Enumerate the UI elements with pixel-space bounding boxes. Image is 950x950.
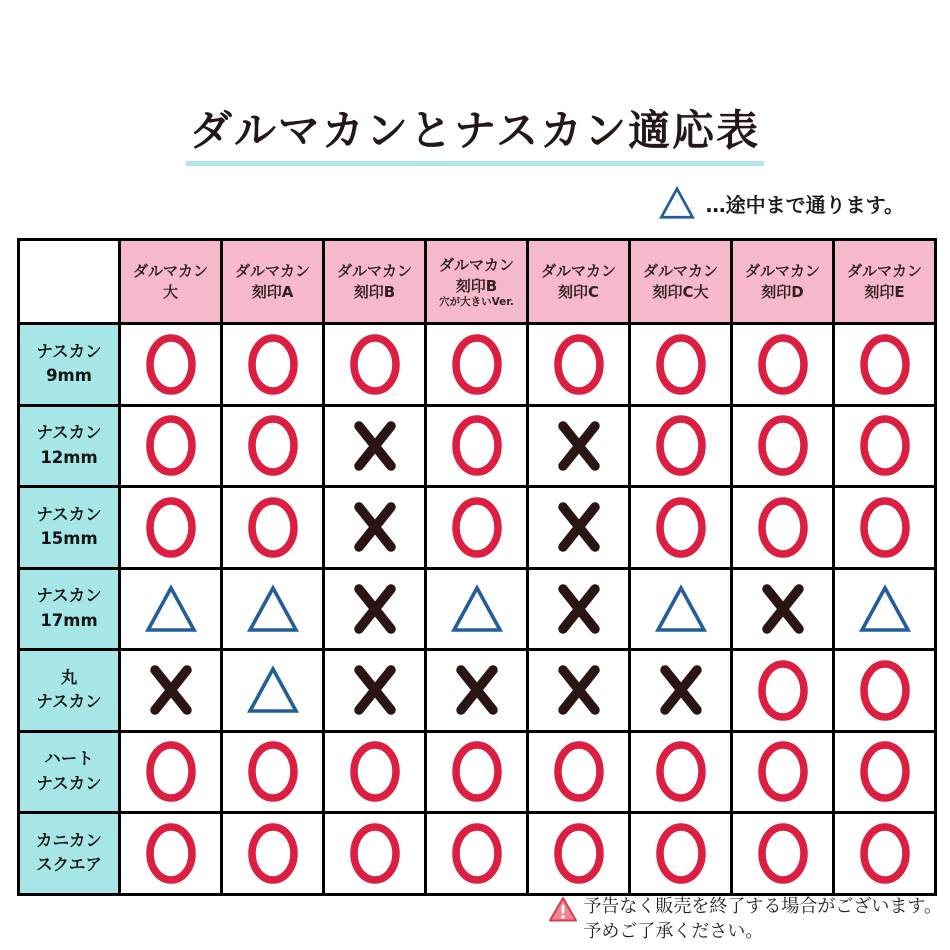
mark-cell-circle [630, 731, 732, 813]
cross-icon [350, 579, 400, 639]
cross-icon [554, 416, 604, 476]
mark-cell-circle [732, 487, 834, 569]
mark-cell-circle [630, 324, 732, 406]
footer-text [583, 894, 942, 944]
mark-cell-circle [630, 813, 732, 895]
triangle-icon [450, 584, 504, 634]
circle-icon [859, 659, 911, 722]
table-row [19, 731, 936, 813]
circle-icon [349, 740, 401, 803]
circle-icon [859, 414, 911, 477]
mark-cell-cross [528, 487, 630, 569]
mark-cell-circle [528, 324, 630, 406]
mark-cell-cross [324, 405, 426, 487]
mark-cell-circle [732, 324, 834, 406]
circle-icon [451, 740, 503, 803]
row-header: 丸 ナスカン [19, 650, 120, 732]
circle-icon [145, 740, 197, 803]
table-row [19, 405, 936, 487]
column-header: ダルマカン 刻印C [528, 240, 630, 324]
column-header: ダルマカン 刻印B 穴が大きいVer. [426, 240, 528, 324]
mark-cell-circle [120, 487, 222, 569]
table-row [19, 813, 936, 895]
mark-cell-circle [324, 731, 426, 813]
cross-icon [554, 579, 604, 639]
mark-cell-cross [528, 568, 630, 650]
footer-line1: 予告なく販売を終了する場合がございます。 [583, 895, 942, 917]
mark-cell-triangle [222, 568, 324, 650]
cross-icon [554, 497, 604, 557]
mark-cell-circle [630, 487, 732, 569]
mark-cell-triangle [426, 568, 528, 650]
legend [658, 186, 904, 220]
circle-icon [145, 496, 197, 559]
circle-icon [655, 414, 707, 477]
mark-cell-cross [528, 405, 630, 487]
mark-cell-circle [834, 405, 936, 487]
mark-cell-circle [834, 650, 936, 732]
triangle-icon [658, 186, 696, 220]
mark-cell-circle [834, 813, 936, 895]
mark-cell-cross [426, 650, 528, 732]
page-title: ダルマカンとナスカン適応表 [186, 98, 764, 166]
circle-icon [247, 740, 299, 803]
mark-cell-circle [222, 813, 324, 895]
circle-icon [859, 333, 911, 396]
mark-cell-circle [324, 813, 426, 895]
circle-icon [655, 740, 707, 803]
mark-cell-circle [630, 405, 732, 487]
mark-cell-circle [732, 650, 834, 732]
triangle-icon [144, 584, 198, 634]
mark-cell-circle [834, 324, 936, 406]
circle-icon [553, 740, 605, 803]
mark-cell-circle [222, 405, 324, 487]
circle-icon [757, 333, 809, 396]
footer-disclaimer [548, 894, 942, 944]
mark-cell-circle [732, 405, 834, 487]
mark-cell-cross [324, 650, 426, 732]
triangle-icon [654, 584, 708, 634]
circle-icon [349, 822, 401, 885]
circle-icon [859, 740, 911, 803]
mark-cell-circle [528, 731, 630, 813]
circle-icon [757, 659, 809, 722]
circle-icon [451, 496, 503, 559]
cross-icon [452, 660, 502, 720]
mark-cell-circle [834, 731, 936, 813]
cross-icon [350, 660, 400, 720]
mark-cell-cross [630, 650, 732, 732]
mark-cell-circle [120, 324, 222, 406]
mark-cell-circle [834, 487, 936, 569]
legend-text: …途中まで通ります。 [705, 192, 904, 217]
column-header: ダルマカン 刻印E [834, 240, 936, 324]
circle-icon [859, 822, 911, 885]
circle-icon [145, 414, 197, 477]
circle-icon [859, 496, 911, 559]
table-body [19, 324, 936, 895]
circle-icon [757, 822, 809, 885]
cross-icon [350, 416, 400, 476]
mark-cell-circle [732, 813, 834, 895]
mark-cell-circle [222, 731, 324, 813]
triangle-icon [858, 584, 912, 634]
column-header: ダルマカン 刻印C大 [630, 240, 732, 324]
mark-cell-circle [120, 405, 222, 487]
mark-cell-cross [324, 487, 426, 569]
column-header: ダルマカン 大 [120, 240, 222, 324]
mark-cell-circle [426, 487, 528, 569]
triangle-legend-icon [658, 186, 696, 220]
row-header: ナスカン 15mm [19, 487, 120, 569]
mark-cell-cross [324, 568, 426, 650]
table-row [19, 568, 936, 650]
cross-icon [554, 660, 604, 720]
circle-icon [247, 333, 299, 396]
triangle-icon [246, 584, 300, 634]
mark-cell-circle [732, 731, 834, 813]
circle-icon [247, 414, 299, 477]
circle-icon [145, 333, 197, 396]
circle-icon [757, 496, 809, 559]
circle-icon [757, 740, 809, 803]
mark-cell-circle [120, 813, 222, 895]
mark-cell-triangle [630, 568, 732, 650]
corner-cell [19, 240, 120, 324]
row-header: ナスカン 17mm [19, 568, 120, 650]
table-row [19, 650, 936, 732]
table-row [19, 324, 936, 406]
mark-cell-circle [324, 324, 426, 406]
column-header-note: 穴が大きいVer. [439, 295, 514, 308]
mark-cell-cross [732, 568, 834, 650]
circle-icon [451, 822, 503, 885]
circle-icon [145, 822, 197, 885]
mark-cell-circle [426, 731, 528, 813]
column-header: ダルマカン 刻印A [222, 240, 324, 324]
column-header: ダルマカン 刻印D [732, 240, 834, 324]
circle-icon [553, 822, 605, 885]
mark-cell-circle [528, 813, 630, 895]
row-header: カニカン スクエア [19, 813, 120, 895]
circle-icon [247, 496, 299, 559]
mark-cell-triangle [120, 568, 222, 650]
mark-cell-triangle [222, 650, 324, 732]
row-header: ナスカン 9mm [19, 324, 120, 406]
mark-cell-circle [426, 813, 528, 895]
table-row [19, 487, 936, 569]
mark-cell-circle [426, 324, 528, 406]
circle-icon [655, 333, 707, 396]
circle-icon [553, 333, 605, 396]
circle-icon [655, 822, 707, 885]
row-header: ハート ナスカン [19, 731, 120, 813]
circle-icon [349, 333, 401, 396]
circle-icon [655, 496, 707, 559]
cross-icon [350, 497, 400, 557]
mark-cell-circle [222, 487, 324, 569]
mark-cell-circle [426, 405, 528, 487]
circle-icon [247, 822, 299, 885]
cross-icon [656, 660, 706, 720]
mark-cell-triangle [834, 568, 936, 650]
column-header: ダルマカン 刻印B [324, 240, 426, 324]
circle-icon [757, 414, 809, 477]
mark-cell-circle [120, 731, 222, 813]
triangle-icon [246, 665, 300, 715]
row-header: ナスカン 12mm [19, 405, 120, 487]
mark-cell-cross [120, 650, 222, 732]
mark-cell-circle [222, 324, 324, 406]
cross-icon [758, 579, 808, 639]
cross-icon [146, 660, 196, 720]
mark-cell-cross [528, 650, 630, 732]
circle-icon [451, 333, 503, 396]
compatibility-table [17, 238, 937, 896]
warning-icon [548, 896, 578, 923]
footer-line2: 予めご了承ください。 [583, 920, 764, 942]
circle-icon [451, 414, 503, 477]
